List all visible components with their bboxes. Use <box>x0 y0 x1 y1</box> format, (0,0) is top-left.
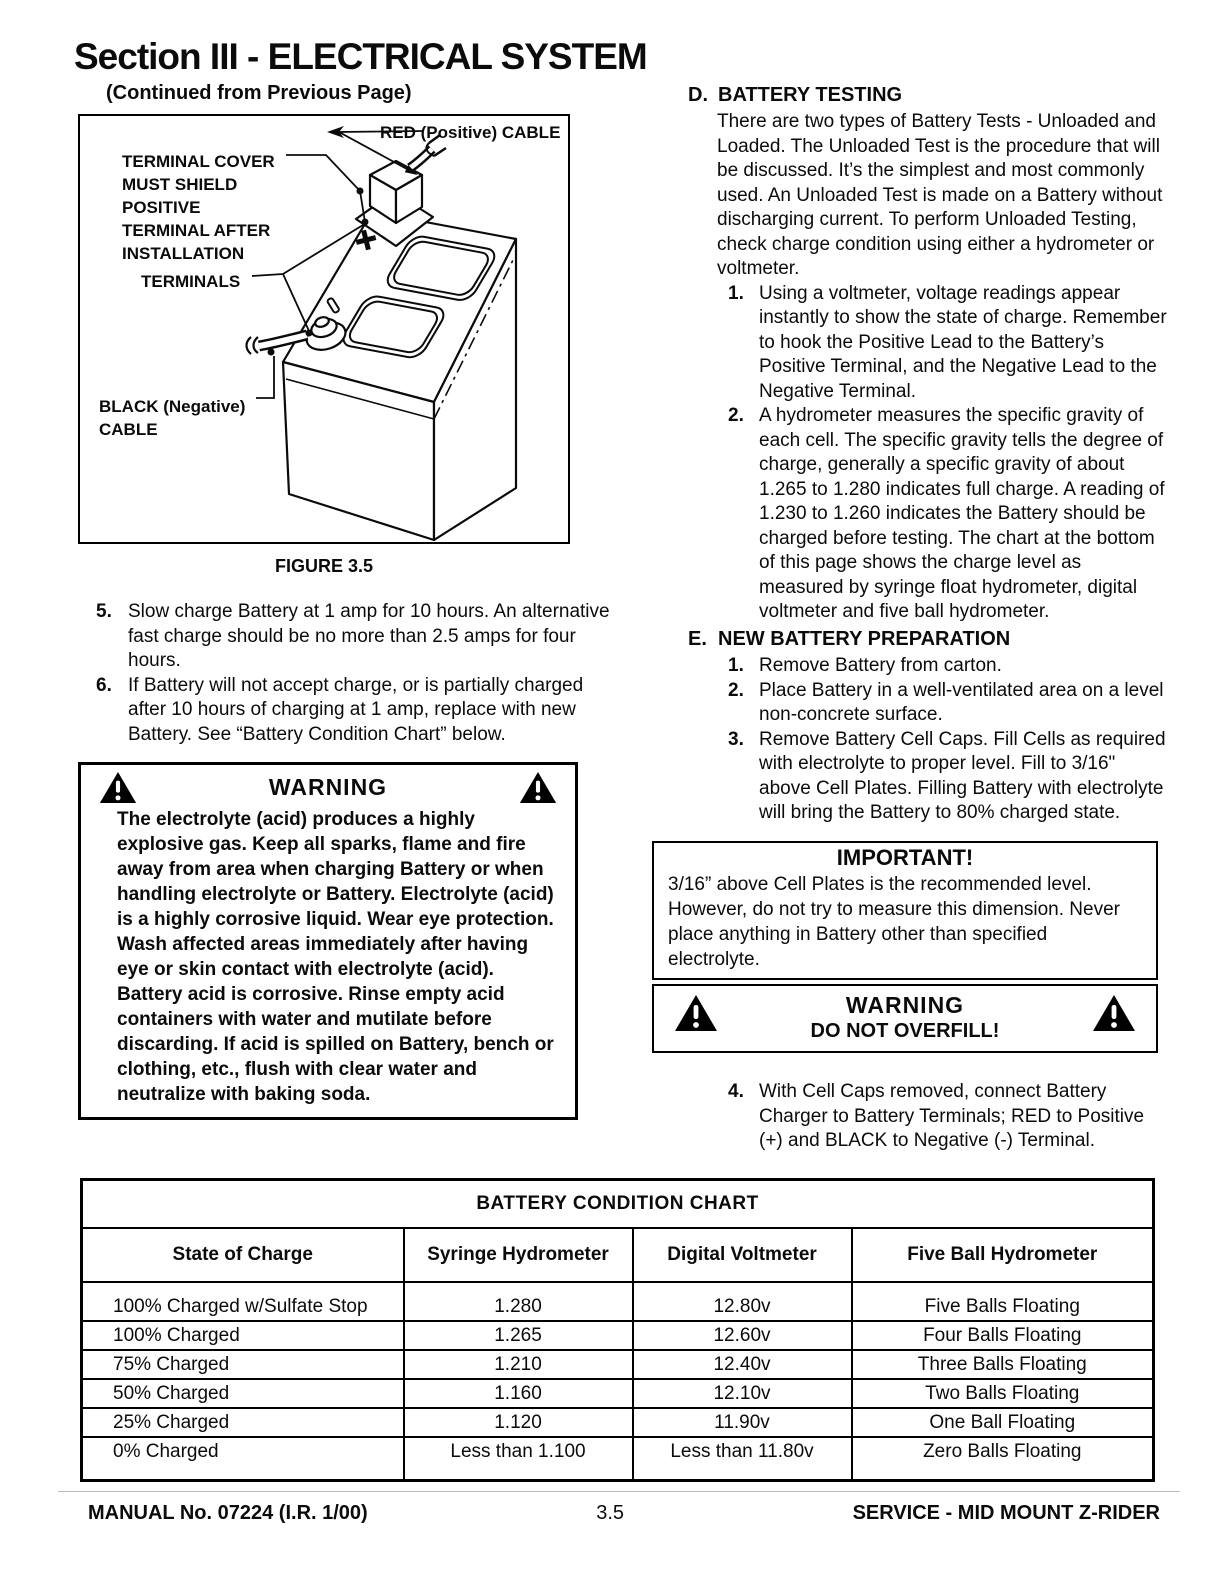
section-heading-text: BATTERY TESTING <box>718 84 903 106</box>
list-item <box>728 1080 1170 1154</box>
chart-row <box>82 1408 1154 1437</box>
chart-cell: Three Balls Floating <box>852 1350 1154 1379</box>
figure-label-terminals: TERMINALS <box>141 272 241 291</box>
chart-cell: 100% Charged w/Sulfate Stop <box>82 1282 404 1321</box>
chart-table-body <box>82 1282 1154 1481</box>
chart-cell: 100% Charged <box>82 1321 404 1350</box>
list-item-number: 2. <box>728 405 744 426</box>
warning-title: WARNING <box>268 774 388 800</box>
chart-header: State of Charge <box>82 1228 404 1282</box>
list-item <box>96 674 624 748</box>
footer-divider <box>58 1491 1180 1492</box>
warning-triangle-icon <box>1092 994 1136 1032</box>
list-item-number: 5. <box>96 601 112 622</box>
important-body: 3/16” above Cell Plates is the recommended level. However, do not try to measure this dimension. Never place anything in Battery other than specified electrolyte. <box>668 874 1120 970</box>
chart-title-row <box>82 1180 1154 1229</box>
figure-label-black-cable-2: CABLE <box>99 420 158 439</box>
list-item-number: 4. <box>728 1081 744 1102</box>
list-item-number: 2. <box>728 679 744 701</box>
list-item-number: 3. <box>728 728 744 750</box>
section-e-item4 <box>652 1080 1158 1154</box>
warning-header <box>91 769 565 804</box>
section-e <box>652 628 1166 826</box>
chart-cell: 1.210 <box>404 1350 633 1379</box>
chart-cell: 1.120 <box>404 1408 633 1437</box>
chart-header-row <box>82 1228 1154 1282</box>
list-item <box>728 654 1170 679</box>
list-item-text: Place Battery in a well-ventilated area on a level non-concrete surface. <box>759 679 1164 725</box>
section-heading-text: NEW BATTERY PREPARATION <box>718 628 1011 650</box>
left-numbered-list <box>96 600 624 747</box>
figure-label-red-cable: RED (Positive) CABLE <box>380 123 561 142</box>
section-letter: D. <box>688 84 708 106</box>
chart-cell: 11.90v <box>633 1408 852 1437</box>
chart-row <box>82 1379 1154 1408</box>
section-letter: E. <box>688 628 707 650</box>
warning-title: WARNING <box>845 992 965 1018</box>
figure-label-terminal-cover-5: INSTALLATION <box>122 244 245 263</box>
chart-cell: 25% Charged <box>82 1408 404 1437</box>
chart-cell: 12.80v <box>633 1282 852 1321</box>
list-item-text: If Battery will not accept charge, or is partially charged after 10 hours of charging at 1 amp, replace with new Battery. See “Battery Condition Chart” below. <box>128 674 584 745</box>
warning-triangle-icon <box>99 771 137 804</box>
battery-illustration <box>80 116 568 542</box>
list-item-number: 6. <box>96 674 112 696</box>
figure-label-terminal-cover-4: TERMINAL AFTER <box>122 221 271 240</box>
warning-triangle-icon <box>674 994 718 1032</box>
figure-label-black-cable-1: BLACK (Negative) <box>99 397 246 416</box>
section-d-intro: There are two types of Battery Tests - Unloaded and Loaded. The Unloaded Test is the procedure that will be discussed. It’s the simplest and most commonly used. An Unloaded Test is made on a Battery without discharging current. To perform Unloaded Testing, check charge condition using either a hydrometer or voltmeter. <box>717 111 1163 279</box>
chart-cell: 12.60v <box>633 1321 852 1350</box>
electrolyte-warning-box <box>78 762 578 1120</box>
battery-condition-chart <box>80 1178 1155 1482</box>
chart-cell: 1.265 <box>404 1321 633 1350</box>
chart-row <box>82 1282 1154 1321</box>
chart-cell: 1.160 <box>404 1379 633 1408</box>
chart-cell: Two Balls Floating <box>852 1379 1154 1408</box>
chart-cell: Less than 1.100 <box>404 1437 633 1481</box>
section-e-heading <box>688 628 1158 651</box>
section-d-heading <box>688 84 1158 107</box>
list-item-text: With Cell Caps removed, connect Battery Charger to Battery Terminals; RED to Positive (+) and BLACK to Negative (-) Terminal. <box>759 1081 1145 1151</box>
list-item-text: A hydrometer measures the specific gravity of each cell. The specific gravity tells the degree of charge, generally a specific gravity of about 1.265 to 1.280 indicates full charge. A reading of 1.230 to 1.260 indicates the Battery should be charged before testing. The chart at the bottom of this page shows the charge level as measured by syringe float hydrometer, digital voltmeter and five ball hydrometer. <box>759 405 1165 622</box>
list-item <box>728 679 1170 728</box>
page-footer <box>88 1502 1160 1525</box>
list-item-text: Remove Battery from carton. <box>759 655 1002 676</box>
important-title: IMPORTANT! <box>836 845 974 870</box>
chart-row <box>82 1321 1154 1350</box>
list-item-text: Remove Battery Cell Caps. Fill Cells as required with electrolyte to proper level. Fill to 3/16" above Cell Plates. Filling Battery with electrolyte will bring the Battery to 80% charged state. <box>759 728 1166 823</box>
chart-cell: Less than 11.80v <box>633 1437 852 1481</box>
footer-document-title: SERVICE - MID MOUNT Z-RIDER <box>852 1502 1160 1524</box>
warning-triangle-icon <box>519 771 557 804</box>
page-title: Section III - ELECTRICAL SYSTEM <box>74 36 647 77</box>
chart-cell: Zero Balls Floating <box>852 1437 1154 1481</box>
list-item-number: 1. <box>728 655 744 676</box>
figure-caption: FIGURE 3.5 <box>274 556 374 576</box>
list-item-number: 1. <box>728 282 744 304</box>
section-d <box>652 84 1167 625</box>
warning-header <box>668 992 1142 1043</box>
warning-body: The electrolyte (acid) produces a highly explosive gas. Keep all sparks, flame and fire away from area when charging Battery or when handling electrolyte or Battery. Electrolyte (acid) is a highly corrosive liquid. Wear eye protection. Wash affected areas immediately after having eye or skin contact with electrolyte (acid). Battery acid is corrosive. Rinse empty acid containers with water and mutilate before discarding. If acid is spilled on Battery, bench or clothing, etc., flush with clear water and neutralize with baking soda. <box>117 809 554 1105</box>
footer-manual-number: MANUAL No. 07224 (I.R. 1/00) <box>88 1502 368 1524</box>
chart-cell: 1.280 <box>404 1282 633 1321</box>
list-item <box>728 282 1170 405</box>
list-item <box>728 728 1170 826</box>
important-box <box>652 841 1158 980</box>
chart-title: BATTERY CONDITION CHART <box>82 1180 1154 1229</box>
chart-header: Syringe Hydrometer <box>404 1228 633 1282</box>
chart-cell: One Ball Floating <box>852 1408 1154 1437</box>
list-item <box>96 600 624 674</box>
figure-label-terminal-cover-2: MUST SHIELD <box>122 175 238 194</box>
chart-cell: 12.10v <box>633 1379 852 1408</box>
chart-cell: Four Balls Floating <box>852 1321 1154 1350</box>
page-subtitle: (Continued from Previous Page) <box>106 82 412 104</box>
chart-cell: 12.40v <box>633 1350 852 1379</box>
chart-cell: 50% Charged <box>82 1379 404 1408</box>
list-item-text: Slow charge Battery at 1 amp for 10 hours. An alternative fast charge should be no more than 2.5 amps for four hours. <box>128 601 610 671</box>
list-item <box>728 404 1170 625</box>
list-item-text: Using a voltmeter, voltage readings appear instantly to show the state of charge. Remember to hook the Positive Lead to the Battery’s Positive Terminal, and the Negative Lead to the Negative Terminal. <box>759 282 1167 402</box>
chart-cell: 75% Charged <box>82 1350 404 1379</box>
chart-cell: 0% Charged <box>82 1437 404 1481</box>
chart-row <box>82 1350 1154 1379</box>
chart-header: Digital Voltmeter <box>633 1228 852 1282</box>
figure-label-terminal-cover-3: POSITIVE <box>122 198 201 217</box>
chart-header: Five Ball Hydrometer <box>852 1228 1154 1282</box>
warning-subtitle: DO NOT OVERFILL! <box>810 1020 1000 1042</box>
figure-3-5-frame <box>78 114 570 544</box>
figure-label-terminal-cover-1: TERMINAL COVER <box>122 152 275 171</box>
chart-cell: Five Balls Floating <box>852 1282 1154 1321</box>
footer-page-number: 3.5 <box>596 1502 625 1524</box>
chart-row <box>82 1437 1154 1481</box>
overfill-warning-box <box>652 984 1158 1053</box>
